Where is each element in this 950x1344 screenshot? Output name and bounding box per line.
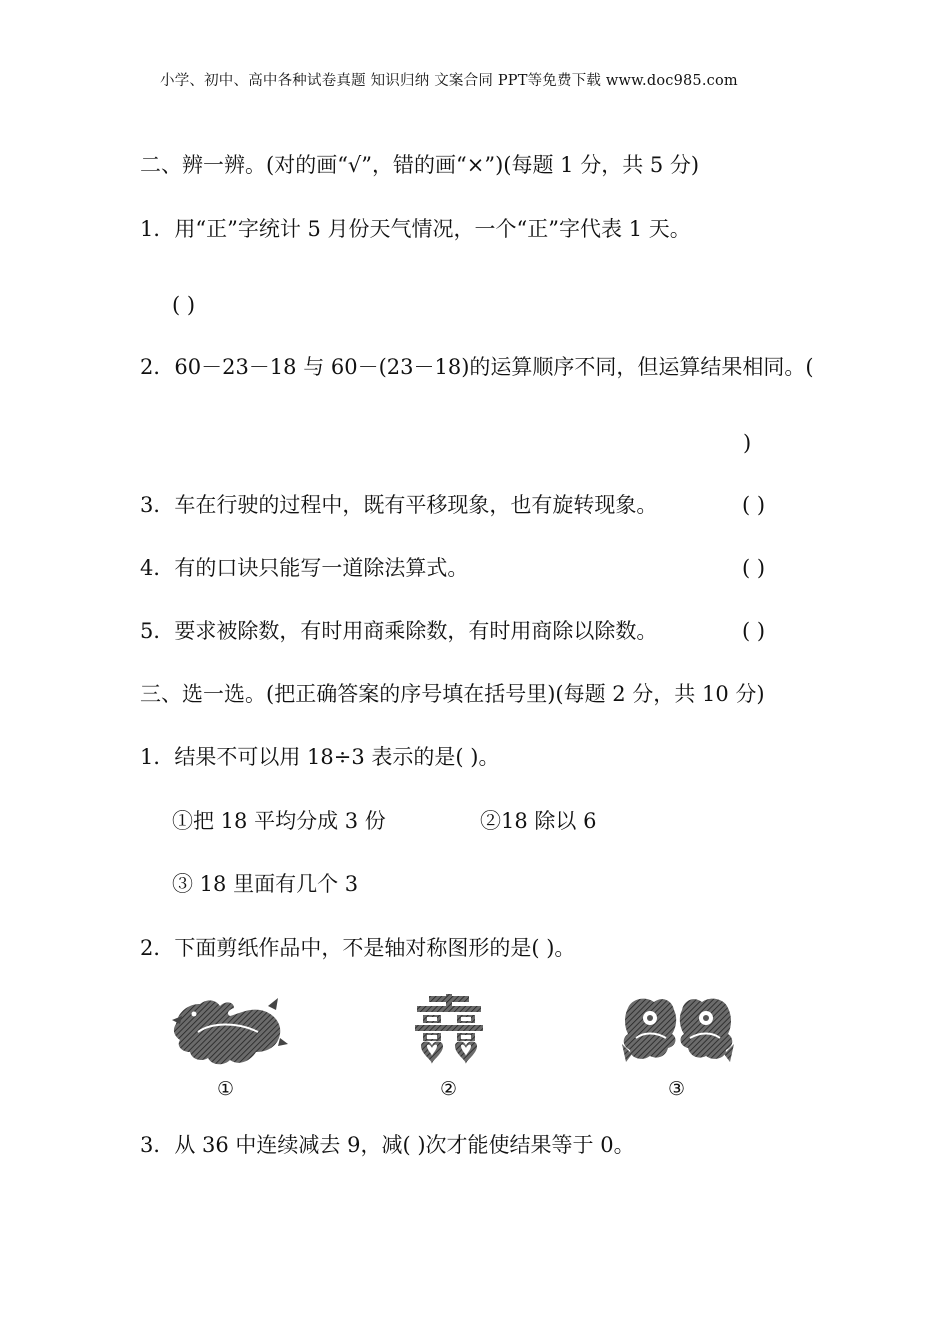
question-2-1: 1．用“正”字统计 5 月份天气情况，一个“正”字代表 1 天。 <box>140 217 691 241</box>
dragon-papercut-icon <box>168 992 290 1070</box>
question-2-4: 4．有的口诀只能写一道除法算式。 <box>140 556 469 580</box>
section-3-title: 三、选一选。(把正确答案的序号填在括号里)(每题 2 分，共 10 分) <box>140 682 765 706</box>
answer-blank-2-4[interactable]: ( ) <box>742 556 766 580</box>
answer-blank-2-5[interactable]: ( ) <box>742 619 766 643</box>
figure-label-3: ③ <box>668 1078 686 1100</box>
question-2-2: 2．60－23－18 与 60－(23－18)的运算顺序不同，但运算结果相同。( <box>140 355 814 379</box>
answer-blank-2-2-close[interactable]: ) <box>743 431 752 455</box>
question-2-3: 3．车在行驶的过程中，既有平移现象，也有旋转现象。 <box>140 493 658 517</box>
page-header: 小学、初中、高中各种试卷真题 知识归纳 文案合同 PPT等免费下载 www.doc985.com <box>160 73 738 89</box>
answer-blank-2-3[interactable]: ( ) <box>742 493 766 517</box>
question-3-3: 3．从 36 中连续减去 9，减( )次才能使结果等于 0。 <box>140 1133 635 1157</box>
option-3-1-a: ①把 18 平均分成 3 份 <box>172 809 386 833</box>
question-2-5: 5．要求被除数，有时用商乘除数，有时用商除以除数。 <box>140 619 658 643</box>
double-happiness-papercut-icon <box>415 994 483 1066</box>
twin-phoenix-papercut-icon <box>622 994 734 1066</box>
option-3-1-b: ②18 除以 6 <box>480 809 597 833</box>
answer-blank-2-1[interactable]: ( ) <box>172 293 196 317</box>
question-3-2: 2．下面剪纸作品中，不是轴对称图形的是( )。 <box>140 936 576 960</box>
option-3-1-c: ③ 18 里面有几个 3 <box>172 872 359 896</box>
figure-label-2: ② <box>440 1078 458 1100</box>
section-2-title: 二、辨一辨。(对的画“√”，错的画“×”)(每题 1 分，共 5 分) <box>140 153 700 177</box>
figure-label-1: ① <box>217 1078 235 1100</box>
question-3-1: 1．结果不可以用 18÷3 表示的是( )。 <box>140 745 500 769</box>
